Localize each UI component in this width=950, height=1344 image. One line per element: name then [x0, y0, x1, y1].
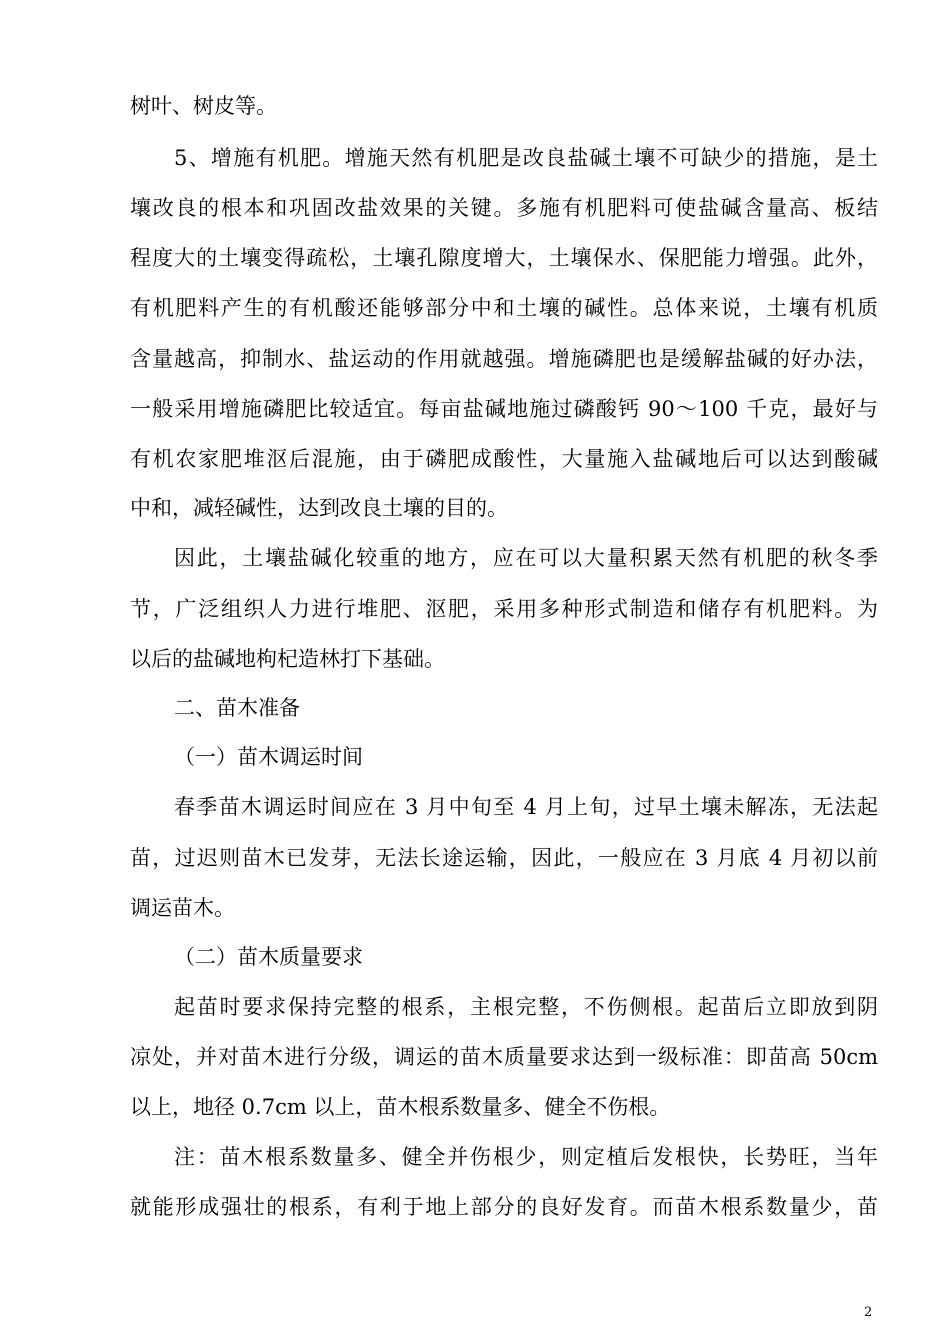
text-line: 凉处，并对苗木进行分级，调运的苗木质量要求达到一级标准：即苗高 50cm	[130, 1045, 878, 1069]
text-line: 中和，减轻碱性，达到改良土壤的目的。	[130, 496, 508, 520]
text-line: 注：苗木根系数量多、健全并伤根少，则定植后发根快，长势旺，当年	[174, 1145, 878, 1169]
text-line: 树叶、树皮等。	[130, 94, 277, 118]
page-number: 2	[864, 1305, 873, 1320]
subsection-heading: （二）苗木质量要求	[174, 945, 363, 969]
text-line: 程度大的土壤变得疏松，土壤孔隙度增大，土壤保水、保肥能力增强。此外，	[130, 246, 878, 270]
text-line: 以后的盐碱地枸杞造林打下基础。	[130, 647, 445, 671]
text-line: 5、增施有机肥。增施天然有机肥是改良盐碱土壤不可缺少的措施，是土	[174, 146, 878, 170]
text-line: 就能形成强壮的根系，有利于地上部分的良好发育。而苗木根系数量少，苗	[130, 1195, 878, 1219]
text-line: 调运苗木。	[130, 896, 235, 920]
text-line: 一般采用增施磷肥比较适宜。每亩盐碱地施过磷酸钙 90～100 千克，最好与	[130, 397, 878, 421]
section-heading: 二、苗木准备	[174, 696, 300, 720]
text-line: 含量越高，抑制水、盐运动的作用就越强。增施磷肥也是缓解盐碱的好办法，	[130, 347, 878, 371]
text-line: 因此，土壤盐碱化较重的地方，应在可以大量积累天然有机肥的秋冬季	[174, 546, 878, 570]
text-line: 有机肥料产生的有机酸还能够部分中和土壤的碱性。总体来说，土壤有机质	[130, 296, 878, 320]
text-line: 起苗时要求保持完整的根系，主根完整，不伤侧根。起苗后立即放到阴	[174, 995, 878, 1019]
text-line: 苗，过迟则苗木已发芽，无法长途运输，因此，一般应在 3 月底 4 月初以前	[130, 846, 878, 870]
text-line: 壤改良的根本和巩固改盐效果的关键。多施有机肥料可使盐碱含量高、板结	[130, 196, 878, 220]
text-line: 以上，地径 0.7cm 以上，苗木根系数量多、健全不伤根。	[130, 1095, 671, 1119]
subsection-heading: （一）苗木调运时间	[174, 745, 363, 769]
text-line: 有机农家肥堆沤后混施，由于磷肥成酸性，大量施入盐碱地后可以达到酸碱	[130, 447, 878, 471]
text-line: 节，广泛组织人力进行堆肥、沤肥，采用多种形式制造和储存有机肥料。为	[130, 597, 878, 621]
text-line: 春季苗木调运时间应在 3 月中旬至 4 月上旬，过早土壤未解冻，无法起	[174, 795, 878, 819]
